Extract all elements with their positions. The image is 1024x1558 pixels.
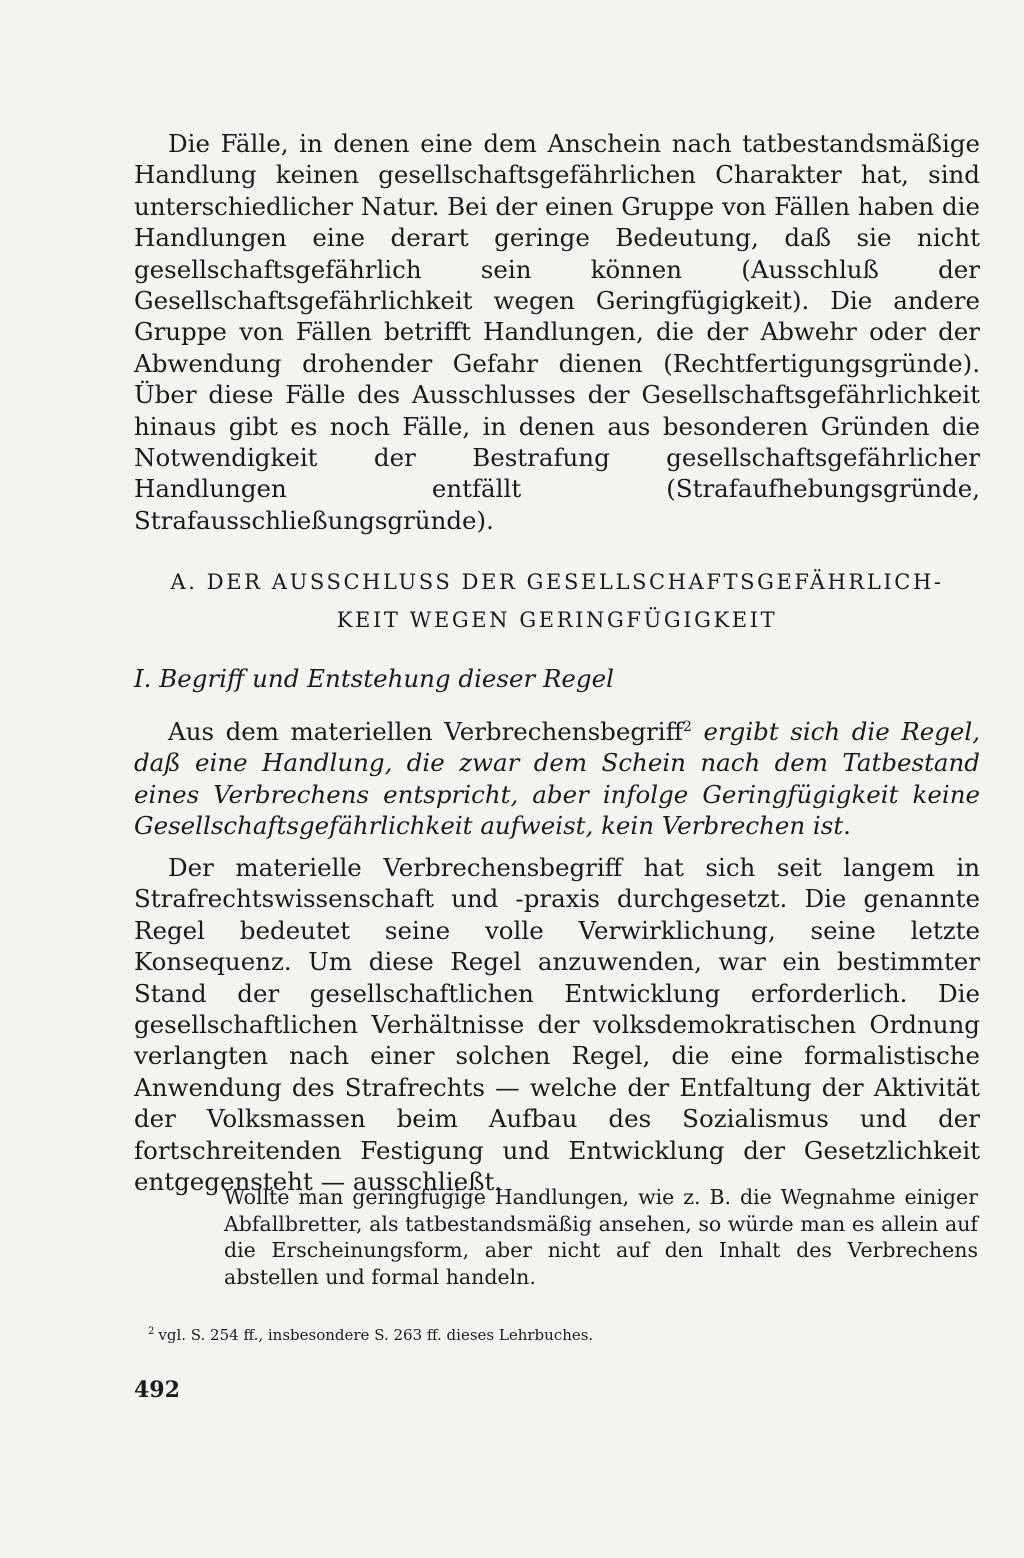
section-heading — [134, 563, 980, 639]
subheading: I. Begriff und Entstehung dieser Regel — [134, 664, 614, 693]
concept-paragraph-text: Der materielle Verbrechensbegriff hat sich seit langem in Strafrechtswissenschaft und -praxis durchgesetzt. Die genannte Regel bedeutet seine volle Verwirklichung, seine letzte Konsequenz. Um diese Regel anzuwenden, war ein bestimmter Stand der gesellschaftlichen Entwicklung erforderlich. Die gesellschaftlichen Verhältnisse der volksdemokratischen Ordnung verlangten nach einer solchen Regel, die eine formalistische Anwendung des Strafrechts — welche der Entfaltung der Aktivität der Volksmassen beim Aufbau des Sozialismus und der fortschreitenden Festigung und Entwicklung der Gesetzlichkeit entgegensteht — ausschließt. — [134, 853, 980, 1197]
rule-paragraph — [134, 716, 980, 842]
rule-paragraph-emphasis: ergibt sich die Regel, daß eine Handlung, die zwar dem Schein nach dem Tatbestand eines Verbrechens entspricht, aber infolge Geringfügigkeit keine Gesellschaftsgefährlichkeit aufweist, kein Verbrechen ist. — [134, 717, 980, 841]
concept-paragraph — [134, 852, 980, 1197]
footnote — [148, 1322, 593, 1345]
page-number: 492 — [134, 1377, 180, 1403]
footnote-marker: 2 — [148, 1326, 155, 1337]
example-paragraph — [224, 1184, 978, 1291]
section-heading-line-2: KEIT WEGEN GERINGFÜGIGKEIT — [336, 608, 778, 632]
example-paragraph-text: Wollte man geringfügige Handlungen, wie z. B. die Wegnahme einiger Abfallbretter, als tatbestandsmäßig ansehen, so würde man es allein auf die Erscheinungsform, aber nicht auf den Inhalt des Verbrechens abstellen und formal handeln. — [224, 1185, 978, 1290]
intro-paragraph — [134, 128, 980, 536]
footnote-reference: 2 — [682, 718, 692, 735]
section-heading-line-1: A. DER AUSSCHLUSS DER GESELLSCHAFTSGEFÄHRLICH- — [170, 570, 944, 594]
rule-paragraph-lead: Aus dem materiellen Verbrechensbegriff — [168, 717, 683, 746]
footnote-text: vgl. S. 254 ff., insbesondere S. 263 ff. dieses Lehrbuches. — [158, 1326, 594, 1344]
rule-paragraph-text — [134, 716, 980, 842]
intro-paragraph-text: Die Fälle, in denen eine dem Anschein nach tatbestandsmäßige Handlung keinen gesellschaftsgefährlichen Charakter hat, sind unterschiedlicher Natur. Bei der einen Gruppe von Fällen haben die Handlungen eine derart geringe Bedeutung, daß sie nicht gesellschaftsgefährlich sein können (Ausschluß der Gesellschaftsgefährlichkeit wegen Geringfügigkeit). Die andere Gruppe von Fällen betrifft Handlungen, die der Abwehr oder der Abwendung drohender Gefahr dienen (Rechtfertigungsgründe). Über diese Fälle des Ausschlusses der Gesellschaftsgefährlichkeit hinaus gibt es noch Fälle, in denen aus besonderen Gründen die Notwendigkeit der Bestrafung gesellschaftsgefährlicher Handlungen entfällt (Strafaufhebungsgründe, Strafausschließungsgründe). — [134, 129, 980, 535]
